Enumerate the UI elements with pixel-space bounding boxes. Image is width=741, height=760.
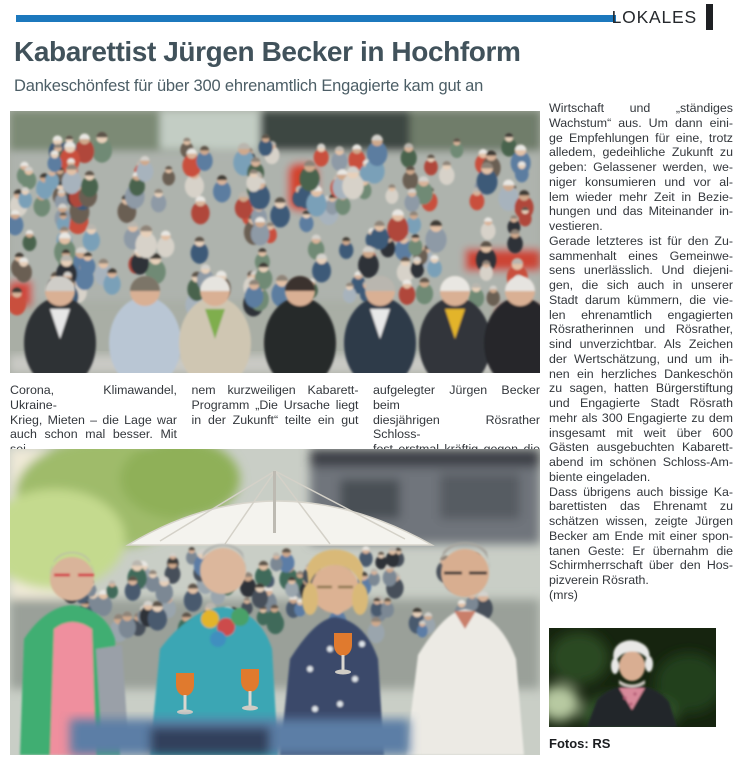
body-column xyxy=(549,101,733,603)
photo-portrait xyxy=(549,628,716,727)
body-paragraph: Wirtschaft und „ständiges Wachstum“ aus. Um dann eini- ge Empfehlungen für eine, trotz alledem, gedeihliche Zukunft zu geben: Gelassener werden, we- niger konsumieren und vor al- lem wieder mehr Zeit in Bezie- hungen und das Miteinander in- vestieren. xyxy=(549,101,733,233)
article-subheadline: Dankeschönfest für über 300 ehrenamtlich Engagierte kam gut an xyxy=(14,77,484,95)
caption-column-3: aufgelegter Jürgen Becker beim diesjährigen Rösrather Schloss- xyxy=(373,383,540,442)
photo-guests-umbrella xyxy=(10,449,540,755)
section-divider-bar xyxy=(706,4,713,30)
masthead-bar xyxy=(16,15,616,22)
section-label: LOKALES xyxy=(611,7,697,27)
article-headline: Kabarettist Jürgen Becker in Hochform xyxy=(14,36,521,67)
caption-columns xyxy=(10,383,540,457)
photo-credit: Fotos: RS xyxy=(549,736,611,751)
caption-column-2: nem kurzweiligen Kabarett- Programm „Die Ursache liegt in der Zukunft“ teilte ein gut xyxy=(191,383,359,427)
body-paragraph: (mrs) xyxy=(549,587,578,602)
body-paragraph: Gerade letzteres ist für den Zu- sammenhalt eines Gemeinwe- sens unerlässlich. Und diejeni- gen, die sich auch in unserer Stadt darum kümmern, die vie- len ehrenamtlich engagierten Rösratherinnen und Rösrather, sind unverzichtbar. Als Zeichen der Wertschätzung, und um ih- nen ein herzliches Dankeschön zu sagen, hatten Bürgerstiftung und Engagierte Stadt Rösrath mehr als 300 Engagierte zu dem insgesamt mit weit über 600 Gästen ausgebuchten Kabarett- abend im schönen Schloss-Am- biente eingeladen. xyxy=(549,233,733,484)
body-paragraph: Dass übrigens auch bissige Ka- barettisten das Ehrenamt zu schätzen wissen, zeigte Jürgen Becker am Ende mit einer spon- tanen Geste: Er übernahm die Schirmherrschaft über den Hos- pizverein Rösrath. xyxy=(549,484,733,587)
caption-column-1: Corona, Klimawandel, Ukraine- Krieg, Mieten – die Lage war auch schon mal besser. Mit xyxy=(10,383,177,442)
photo-crowd-audience xyxy=(10,111,540,373)
